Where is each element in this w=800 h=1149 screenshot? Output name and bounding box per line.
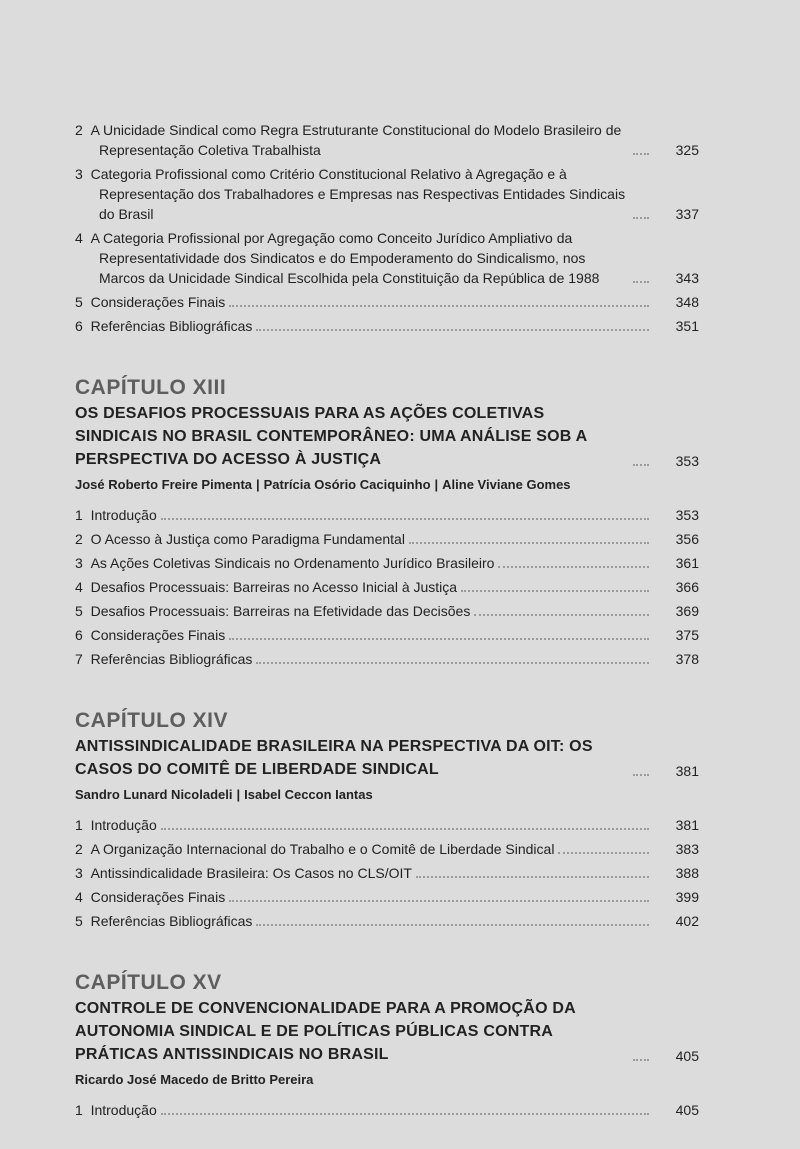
author: Patrícia Osório Caciquinho <box>263 477 431 492</box>
entry-page-number: 381 <box>675 817 699 833</box>
entry-title: Antissindicalidade Brasileira: Os Casos no CLS/OIT <box>90 865 412 881</box>
toc-entry[interactable] <box>75 625 699 645</box>
entry-title: Considerações Finais <box>90 294 226 310</box>
chapter-page-number: 405 <box>675 1048 699 1064</box>
leader-dots <box>633 464 649 466</box>
toc-entry[interactable] <box>75 815 699 835</box>
leader-dots <box>558 852 649 854</box>
entry-title: Referências Bibliográficas <box>90 913 253 929</box>
leader-dots <box>633 281 649 283</box>
toc-entry[interactable] <box>75 553 699 573</box>
entry-number: 4 <box>75 230 83 246</box>
leader-dots <box>633 217 649 219</box>
entry-title: A Categoria Profissional por Agregação como Conceito Jurídico Ampliativo da Representatividade dos Sindicatos e do Empoderamento do Sindicalismo, nos Marcos da Unicidade Sindical Escolhida pela Constituição da República de 1988 <box>90 230 600 286</box>
chapter-authors: Sandro Lunard Nicoladeli | Isabel Ceccon Iantas <box>75 787 373 802</box>
entry-number: 3 <box>75 166 83 182</box>
entry-page-number: 361 <box>675 555 699 571</box>
toc-entry[interactable] <box>75 839 699 859</box>
entry-page-number: 366 <box>675 579 699 595</box>
chapter-page-number: 353 <box>675 453 699 469</box>
entry-title: Referências Bibliográficas <box>90 318 253 334</box>
entry-page-number: 337 <box>675 206 699 222</box>
entry-page-number: 351 <box>675 318 699 334</box>
chapter-xiii <box>75 376 699 669</box>
entry-page-number: 325 <box>675 142 699 158</box>
entry-page-number: 405 <box>675 1102 699 1118</box>
leader-dots <box>229 305 649 307</box>
entry-number: 1 <box>75 817 83 833</box>
entry-page-number: 356 <box>675 531 699 547</box>
entry-number: 4 <box>75 579 83 595</box>
entry-number: 2 <box>75 841 83 857</box>
entry-number: 6 <box>75 318 83 334</box>
toc-entry[interactable] <box>75 292 699 312</box>
chapter-authors <box>75 1070 699 1090</box>
chapter-title-entry[interactable] <box>75 997 699 1066</box>
entry-number: 2 <box>75 122 83 138</box>
entry-page-number: 343 <box>675 270 699 286</box>
leader-dots <box>161 828 649 830</box>
leader-dots <box>229 900 649 902</box>
entry-page-number: 369 <box>675 603 699 619</box>
entry-title: Introdução <box>90 507 157 523</box>
chapter-title: ANTISSINDICALIDADE BRASILEIRA NA PERSPECTIVA DA OIT: OS CASOS DO COMITÊ DE LIBERDADE SINDICAL <box>75 738 593 778</box>
chapter-page-number: 381 <box>675 763 699 779</box>
toc-entry[interactable] <box>75 911 699 931</box>
entry-number: 4 <box>75 889 83 905</box>
chapter-label: CAPÍTULO XV <box>75 971 222 994</box>
entry-title: Considerações Finais <box>90 627 226 643</box>
leader-dots <box>498 566 649 568</box>
entry-number: 3 <box>75 555 83 571</box>
chapter-title-entry[interactable] <box>75 402 699 471</box>
toc-entry[interactable] <box>75 228 699 288</box>
entry-number: 3 <box>75 865 83 881</box>
toc-entry[interactable] <box>75 164 699 224</box>
entry-page-number: 402 <box>675 913 699 929</box>
toc-entry[interactable] <box>75 887 699 907</box>
leader-dots <box>256 329 649 331</box>
entry-title: Considerações Finais <box>90 889 226 905</box>
chapter-title: CONTROLE DE CONVENCIONALIDADE PARA A PROMOÇÃO DA AUTONOMIA SINDICAL E DE POLÍTICAS PÚBLICAS CONTRA PRÁTICAS ANTISSINDICAIS NO BRASIL <box>75 1000 576 1063</box>
toc-entry[interactable] <box>75 316 699 336</box>
entry-title: Referências Bibliográficas <box>90 651 253 667</box>
intro-entries <box>75 120 699 336</box>
author: Aline Viviane Gomes <box>442 477 571 492</box>
chapter-title-entry[interactable] <box>75 735 699 781</box>
entry-title: Categoria Profissional como Critério Constitucional Relativo à Agregação e à Representação dos Trabalhadores e Empresas nas Respectivas Entidades Sindicais do Brasil <box>90 166 626 222</box>
entry-number: 5 <box>75 913 83 929</box>
leader-dots <box>409 542 649 544</box>
entry-number: 1 <box>75 1102 83 1118</box>
chapter-authors: José Roberto Freire Pimenta | Patrícia Osório Caciquinho | Aline Viviane Gomes <box>75 477 571 492</box>
entry-title: A Organização Internacional do Trabalho e o Comitê de Liberdade Sindical <box>90 841 555 857</box>
chapter-xiv <box>75 709 699 931</box>
entry-number: 5 <box>75 603 83 619</box>
author: José Roberto Freire Pimenta <box>75 477 252 492</box>
entry-title: Desafios Processuais: Barreiras na Efetividade das Decisões <box>90 603 471 619</box>
author: Ricardo José Macedo de Britto Pereira <box>75 1072 314 1087</box>
entry-page-number: 353 <box>675 507 699 523</box>
leader-dots <box>633 153 649 155</box>
author: Sandro Lunard Nicoladeli <box>75 787 233 802</box>
chapter-label: CAPÍTULO XIV <box>75 709 229 732</box>
leader-dots <box>256 662 649 664</box>
entry-page-number: 348 <box>675 294 699 310</box>
entry-page-number: 399 <box>675 889 699 905</box>
toc-entry[interactable] <box>75 649 699 669</box>
leader-dots <box>256 924 649 926</box>
toc-entry[interactable] <box>75 601 699 621</box>
entry-number: 7 <box>75 651 83 667</box>
entry-number: 1 <box>75 507 83 523</box>
leader-dots <box>416 876 649 878</box>
leader-dots <box>161 1113 649 1115</box>
toc-entry[interactable] <box>75 120 699 160</box>
chapter-xv <box>75 971 699 1120</box>
chapter-label: CAPÍTULO XIII <box>75 376 227 399</box>
leader-dots <box>474 614 649 616</box>
table-of-contents <box>75 120 699 1124</box>
leader-dots <box>161 518 649 520</box>
toc-entry[interactable] <box>75 529 699 549</box>
entry-number: 6 <box>75 627 83 643</box>
entry-title: Introdução <box>90 1102 157 1118</box>
entry-page-number: 378 <box>675 651 699 667</box>
toc-entry[interactable] <box>75 577 699 597</box>
entry-title: A Unicidade Sindical como Regra Estruturante Constitucional do Modelo Brasileiro de Representação Coletiva Trabalhista <box>90 122 622 158</box>
leader-dots <box>633 774 649 776</box>
entry-page-number: 383 <box>675 841 699 857</box>
entry-title: As Ações Coletivas Sindicais no Ordenamento Jurídico Brasileiro <box>90 555 495 571</box>
entry-title: O Acesso à Justiça como Paradigma Fundamental <box>90 531 405 547</box>
entry-page-number: 388 <box>675 865 699 881</box>
leader-dots <box>633 1059 649 1061</box>
toc-entry[interactable] <box>75 1100 699 1120</box>
entry-title: Introdução <box>90 817 157 833</box>
entry-title: Desafios Processuais: Barreiras no Acesso Inicial à Justiça <box>90 579 458 595</box>
entry-number: 5 <box>75 294 83 310</box>
entry-page-number: 375 <box>675 627 699 643</box>
leader-dots <box>229 638 649 640</box>
author: Isabel Ceccon Iantas <box>244 787 373 802</box>
chapter-title: OS DESAFIOS PROCESSUAIS PARA AS AÇÕES COLETIVAS SINDICAIS NO BRASIL CONTEMPORÂNEO: UMA ANÁLISE SOB A PERSPECTIVA DO ACESSO À JUSTIÇA <box>75 405 587 468</box>
entry-number: 2 <box>75 531 83 547</box>
toc-entry[interactable] <box>75 505 699 525</box>
toc-entry[interactable] <box>75 863 699 883</box>
leader-dots <box>461 590 649 592</box>
